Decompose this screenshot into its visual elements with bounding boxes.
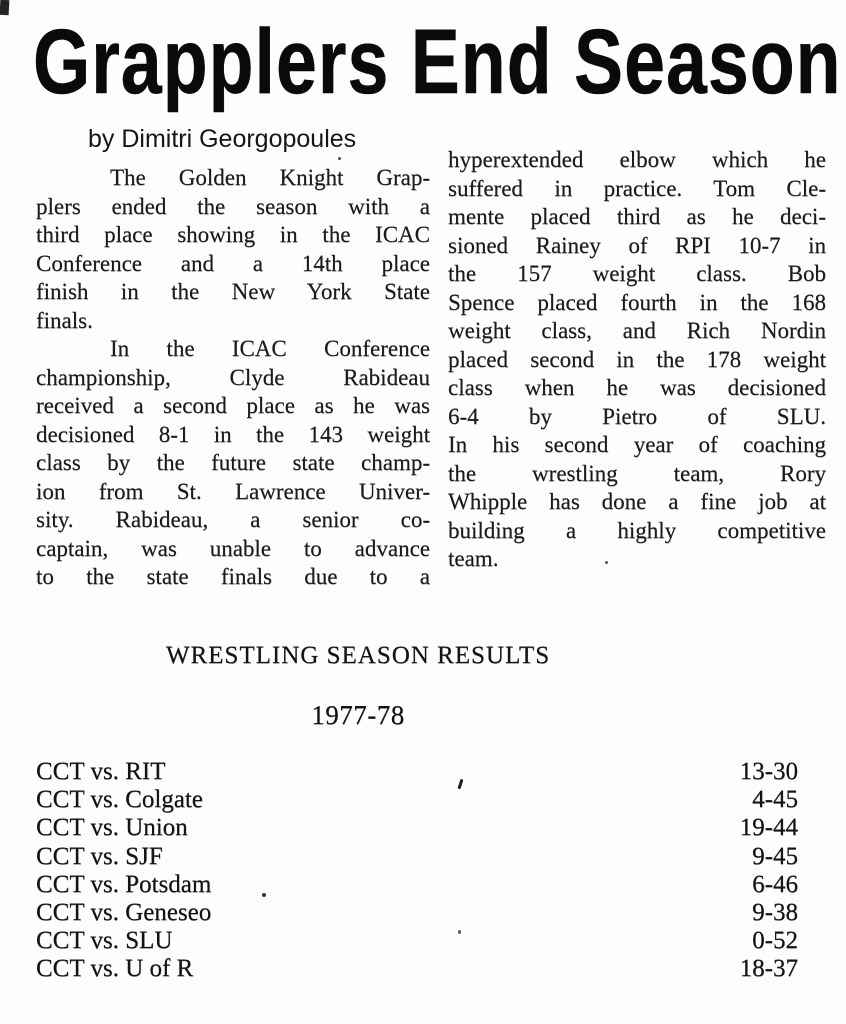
result-row	[36, 955, 798, 983]
result-row	[36, 843, 798, 871]
text-line: suffered in practice. Tom Cle-	[448, 175, 826, 201]
text-line: Spence placed fourth in the 168	[448, 289, 826, 315]
text-line: In his second year of coaching	[448, 432, 826, 457]
match-score: 18-37	[739, 955, 798, 983]
text-line: placed second in the 178 weight	[448, 346, 826, 372]
text-line: hyperextended elbow which he	[448, 147, 826, 172]
text-line: finals.	[36, 307, 93, 333]
text-line: weight class, and Rich Nordin	[448, 318, 826, 343]
paragraph	[448, 146, 826, 574]
match-score: 19-44	[739, 814, 798, 842]
text-line: championship, Clyde Rabideau	[36, 364, 430, 390]
match-score: 4-45	[752, 786, 798, 814]
match-label: CCT vs. Potsdam	[36, 870, 212, 898]
text-line: 6-4 by Pietro of SLU.	[448, 403, 826, 429]
results-table	[36, 758, 798, 984]
paragraph	[36, 164, 430, 335]
result-row	[36, 758, 798, 786]
text-line: building a highly competitive	[448, 517, 826, 543]
results-season: 1977-78	[311, 700, 405, 730]
text-line: In the ICAC Conference	[110, 336, 430, 361]
match-label: CCT vs. Union	[36, 814, 188, 842]
result-row	[36, 871, 798, 899]
scan-artifact-speck	[458, 930, 461, 934]
text-line: to the state finals due to a	[36, 564, 430, 589]
text-line: Whipple has done a fine job at	[448, 489, 826, 514]
text-line: the 157 weight class. Bob	[448, 261, 826, 286]
text-line: plers ended the season with a	[36, 193, 430, 219]
text-line: third place showing in the ICAC	[36, 222, 430, 247]
scan-artifact-corner	[0, 0, 9, 15]
text-line: The Golden Knight Grap-	[110, 165, 430, 190]
results-heading: WRESTLING SEASON RESULTS	[165, 642, 551, 669]
match-score: 9-38	[752, 899, 798, 927]
text-line: decisioned 8-1 in the 143 weight	[36, 421, 430, 447]
paragraph	[36, 335, 430, 592]
article-column-right	[448, 146, 826, 574]
text-line: finish in the New York State	[36, 279, 430, 304]
match-label: CCT vs. U of R	[36, 955, 194, 983]
headline: Grapplers End Season	[33, 11, 842, 113]
scan-artifact-speck	[262, 893, 266, 897]
text-line: captain, was unable to advance	[36, 535, 430, 561]
text-line: sity. Rabideau, a senior co-	[36, 507, 430, 532]
result-row	[36, 814, 798, 842]
article-column-left	[36, 164, 430, 592]
text-line: class by the future state champ-	[36, 450, 430, 475]
text-line: mente placed third as he deci-	[448, 204, 826, 229]
text-line: sioned Rainey of RPI 10-7 in	[448, 232, 826, 258]
match-label: CCT vs. Geneseo	[36, 899, 212, 927]
scan-artifact-speck	[605, 561, 608, 564]
match-label: CCT vs. SLU	[36, 927, 173, 955]
scan-artifact-speck	[338, 157, 341, 160]
match-label: CCT vs. Colgate	[36, 786, 203, 814]
match-label: CCT vs. RIT	[36, 758, 166, 785]
result-row	[36, 786, 798, 814]
match-score: 13-30	[739, 758, 798, 785]
match-score: 9-45	[752, 842, 798, 870]
text-line: Conference and a 14th place	[36, 250, 430, 276]
text-line: class when he was decisioned	[448, 375, 826, 400]
text-line: team.	[448, 546, 499, 571]
match-label: CCT vs. SJF	[36, 842, 163, 870]
text-line: the wrestling team, Rory	[448, 460, 826, 486]
text-line: ion from St. Lawrence Univer-	[36, 478, 430, 504]
byline: by Dimitri Georgopoules	[88, 125, 357, 153]
match-score: 6-46	[752, 870, 798, 898]
result-row	[36, 927, 798, 955]
text-line: received a second place as he was	[36, 393, 430, 418]
match-score: 0-52	[752, 927, 798, 955]
result-row	[36, 899, 798, 927]
